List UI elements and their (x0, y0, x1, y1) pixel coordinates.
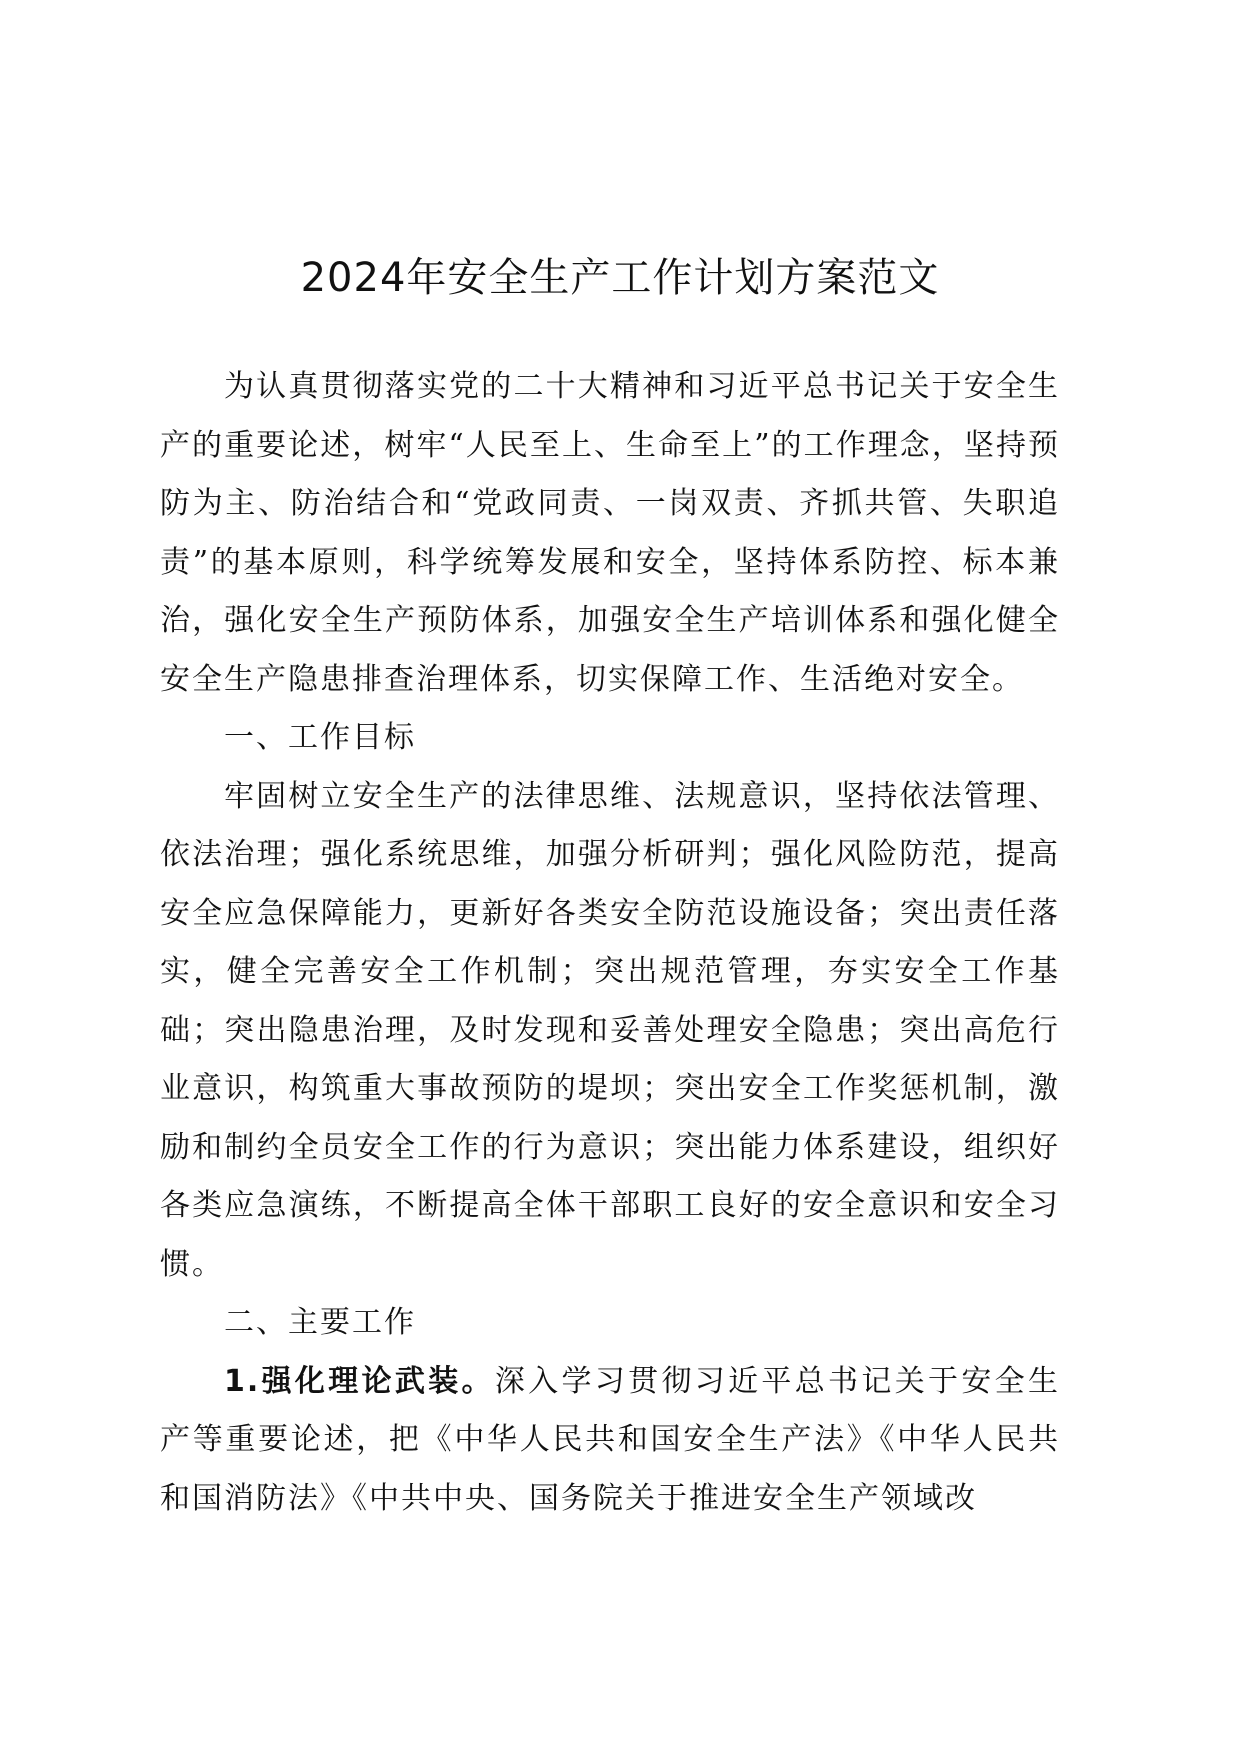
item-1-lead: 1.强化理论武装。 (224, 1363, 495, 1399)
item-1-text: 深入学习贯彻习近平总书记关于安全生产等重要论述，把《中华人民共和国安全生产法》《中华人民共和国消防法》《中共中央、国务院关于推进安全生产领域改 (160, 1363, 1060, 1516)
intro-paragraph: 为认真贯彻落实党的二十大精神和习近平总书记关于安全生产的重要论述，树牢“人民至上、生命至上”的工作理念，坚持预防为主、防治结合和“党政同责、一岗双责、齐抓共管、失职追责”的基本原则，科学统筹发展和安全，坚持体系防控、标本兼治，强化安全生产预防体系，加强安全生产培训体系和强化健全安全生产隐患排查治理体系，切实保障工作、生活绝对安全。 (160, 369, 1060, 697)
goals-paragraph: 牢固树立安全生产的法律思维、法规意识，坚持依法管理、依法治理；强化系统思维，加强分析研判；强化风险防范，提高安全应急保障能力，更新好各类安全防范设施设备；突出责任落实，健全完善安全工作机制；突出规范管理，夯实安全工作基础；突出隐患治理，及时发现和妥善处理安全隐患；突出高危行业意识，构筑重大事故预防的堤坝；突出安全工作奖惩机制，激励和制约全员安全工作的行为意识；突出能力体系建设，组织好各类应急演练，不断提高全体干部职工良好的安全意识和安全习惯。 (160, 778, 1060, 1282)
document-body (160, 358, 1060, 1528)
section-heading-main-work: 二、主要工作 (224, 1305, 416, 1340)
document-title: 2024年安全生产工作计划方案范文 (300, 255, 940, 301)
main-work-item-1 (160, 1353, 1060, 1529)
section-heading-goals: 一、工作目标 (224, 720, 416, 755)
